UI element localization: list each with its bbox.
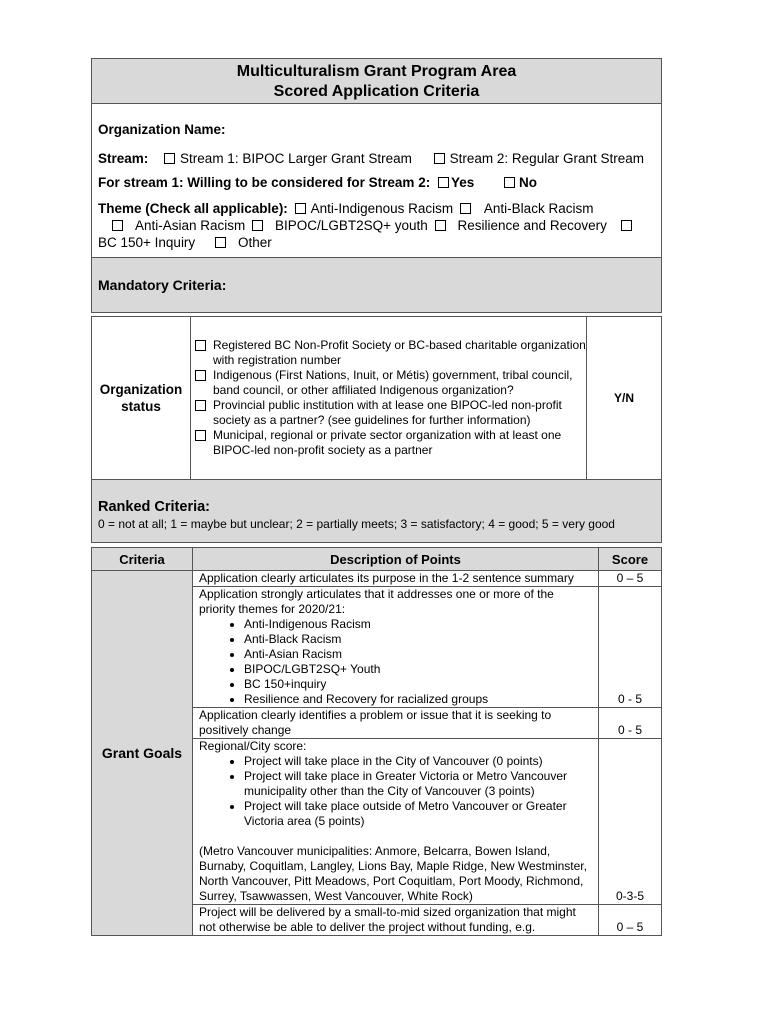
org-option-2[interactable] bbox=[191, 368, 586, 398]
organization-status-table bbox=[91, 316, 662, 480]
theme-row bbox=[98, 191, 655, 251]
criteria-row-5-score: 0 – 5 bbox=[599, 905, 662, 936]
ranked-criteria-scale: 0 = not at all; 1 = maybe but unclear; 2 = partially meets; 3 = satisfactory; 4 = good; 5 = very good bbox=[98, 517, 615, 531]
stream1-checkbox[interactable] bbox=[164, 153, 175, 164]
list-item: • Project will take place in Greater Victoria or Metro Vancouver municipality other than the City of Vancouver (3 points) bbox=[244, 769, 592, 799]
org-option-checkbox-1[interactable] bbox=[195, 340, 206, 351]
org-option-text-3: Provincial public institution with at lease one BIPOC-led non-profit society as a partner? (see guidelines for further information) bbox=[213, 398, 562, 427]
ranked-criteria-header bbox=[91, 480, 662, 543]
stream1-label: Stream 1: BIPOC Larger Grant Stream bbox=[180, 151, 412, 166]
criteria-row-5-text: Project will be delivered by a small-to-mid sized organization that might not otherwise be able to deliver the project without funding, e.g. bbox=[193, 905, 599, 936]
criteria-header: Criteria bbox=[92, 548, 193, 571]
criteria-row-2-score: 0 - 5 bbox=[599, 587, 662, 708]
theme-2: Anti-Black Racism bbox=[483, 201, 594, 216]
list-item: • Anti-Black Racism bbox=[244, 632, 592, 647]
criteria-row-4-description bbox=[193, 739, 599, 905]
yes-checkbox[interactable] bbox=[438, 177, 449, 188]
org-option-3[interactable] bbox=[191, 398, 586, 428]
theme-checkbox-6[interactable] bbox=[621, 220, 632, 231]
ranked-criteria-title: Ranked Criteria: bbox=[98, 499, 211, 515]
grant-goals-label: Grant Goals bbox=[92, 571, 193, 936]
theme-checkbox-2[interactable] bbox=[460, 203, 471, 214]
stream-row bbox=[98, 138, 655, 167]
org-option-text-2: Indigenous (First Nations, Inuit, or Métis) government, tribal council, band council, or other affiliated Indigenous organization? bbox=[213, 368, 573, 397]
theme-checkbox-7[interactable] bbox=[215, 237, 226, 248]
ranked-criteria-table bbox=[91, 547, 662, 936]
org-option-checkbox-3[interactable] bbox=[195, 400, 206, 411]
organization-status-score: Y/N bbox=[587, 317, 662, 480]
organization-status-label: Organization status bbox=[92, 317, 191, 480]
application-criteria-form bbox=[91, 58, 662, 936]
regional-score-list bbox=[199, 754, 592, 829]
organization-status-options bbox=[191, 317, 587, 480]
org-option-text-4: Municipal, regional or private sector organization with at least one BIPOC-led non-profit society as a partner bbox=[213, 428, 562, 457]
theme-checkbox-4[interactable] bbox=[252, 220, 263, 231]
criteria-row-1-score: 0 – 5 bbox=[599, 571, 662, 587]
applicant-info-section bbox=[91, 104, 662, 258]
criteria-row-3-text: Application clearly identifies a problem or issue that it is seeking to positively change bbox=[193, 708, 599, 739]
org-option-checkbox-4[interactable] bbox=[195, 430, 206, 441]
theme-checkbox-5[interactable] bbox=[435, 220, 446, 231]
theme-checkbox-1[interactable] bbox=[295, 203, 306, 214]
yes-label: Yes bbox=[450, 175, 475, 190]
org-option-checkbox-2[interactable] bbox=[195, 370, 206, 381]
no-label: No bbox=[519, 175, 538, 190]
list-item: • BIPOC/LGBT2SQ+ Youth bbox=[244, 662, 592, 677]
no-checkbox[interactable] bbox=[504, 177, 515, 188]
criteria-row-3-score: 0 - 5 bbox=[599, 708, 662, 739]
stream2-checkbox[interactable] bbox=[434, 153, 445, 164]
theme-3: Anti-Asian Racism bbox=[135, 218, 246, 233]
org-option-1[interactable] bbox=[191, 338, 586, 368]
theme-7: Other bbox=[237, 235, 272, 250]
theme-label: Theme (Check all applicable): bbox=[98, 201, 288, 216]
theme-checkbox-3[interactable] bbox=[112, 220, 123, 231]
stream2-label: Stream 2: Regular Grant Stream bbox=[449, 151, 644, 166]
list-item: • BC 150+inquiry bbox=[244, 677, 592, 692]
list-item: • Project will take place in the City of Vancouver (0 points) bbox=[244, 754, 592, 769]
criteria-row-4-score: 0-3-5 bbox=[599, 739, 662, 905]
theme-5: Resilience and Recovery bbox=[457, 218, 607, 233]
org-option-text-1: Registered BC Non-Profit Society or BC-based charitable organization with registration number bbox=[213, 338, 586, 367]
theme-4: BIPOC/LGBT2SQ+ youth bbox=[275, 218, 428, 233]
criteria-row-2-text: Application strongly articulates that it addresses one or more of the priority themes for 2020/21: bbox=[199, 587, 554, 616]
criteria-row-4-text: Regional/City score: bbox=[199, 739, 307, 753]
list-item: • Resilience and Recovery for racialized groups bbox=[244, 692, 592, 707]
mandatory-criteria-header: Mandatory Criteria: bbox=[91, 258, 662, 313]
priority-themes-list bbox=[199, 617, 592, 707]
org-option-4[interactable] bbox=[191, 428, 586, 458]
criteria-row-1-text: Application clearly articulates its purpose in the 1-2 sentence summary bbox=[193, 571, 599, 587]
willing-row bbox=[98, 167, 655, 191]
score-header: Score bbox=[599, 548, 662, 571]
title-line-1: Multiculturalism Grant Program Area bbox=[236, 63, 517, 80]
description-header: Description of Points bbox=[193, 548, 599, 571]
willing-label: For stream 1: Willing to be considered for Stream 2: bbox=[98, 175, 431, 190]
list-item: • Anti-Indigenous Racism bbox=[244, 617, 592, 632]
theme-6: BC 150+ Inquiry bbox=[98, 235, 196, 250]
title-line-2: Scored Application Criteria bbox=[273, 83, 480, 100]
list-item: • Project will take place outside of Metro Vancouver or Greater Victoria area (5 points) bbox=[244, 799, 592, 829]
criteria-row-2-description bbox=[193, 587, 599, 708]
theme-1: Anti-Indigenous Racism bbox=[310, 201, 454, 216]
metro-vancouver-note: (Metro Vancouver municipalities: Anmore, Belcarra, Bowen Island, Burnaby, Coquitlam, Langley, Lions Bay, Maple Ridge, New Westminster, North Vancouver, Pitt Meadows, Port Coquitlam, Port Moody, Richmond, Surrey, Tsawwassen, West Vancouver, White Rock) bbox=[199, 844, 587, 903]
stream-label: Stream: bbox=[98, 151, 149, 166]
form-title bbox=[91, 58, 662, 104]
list-item: • Anti-Asian Racism bbox=[244, 647, 592, 662]
organization-name-label: Organization Name: bbox=[98, 122, 226, 137]
